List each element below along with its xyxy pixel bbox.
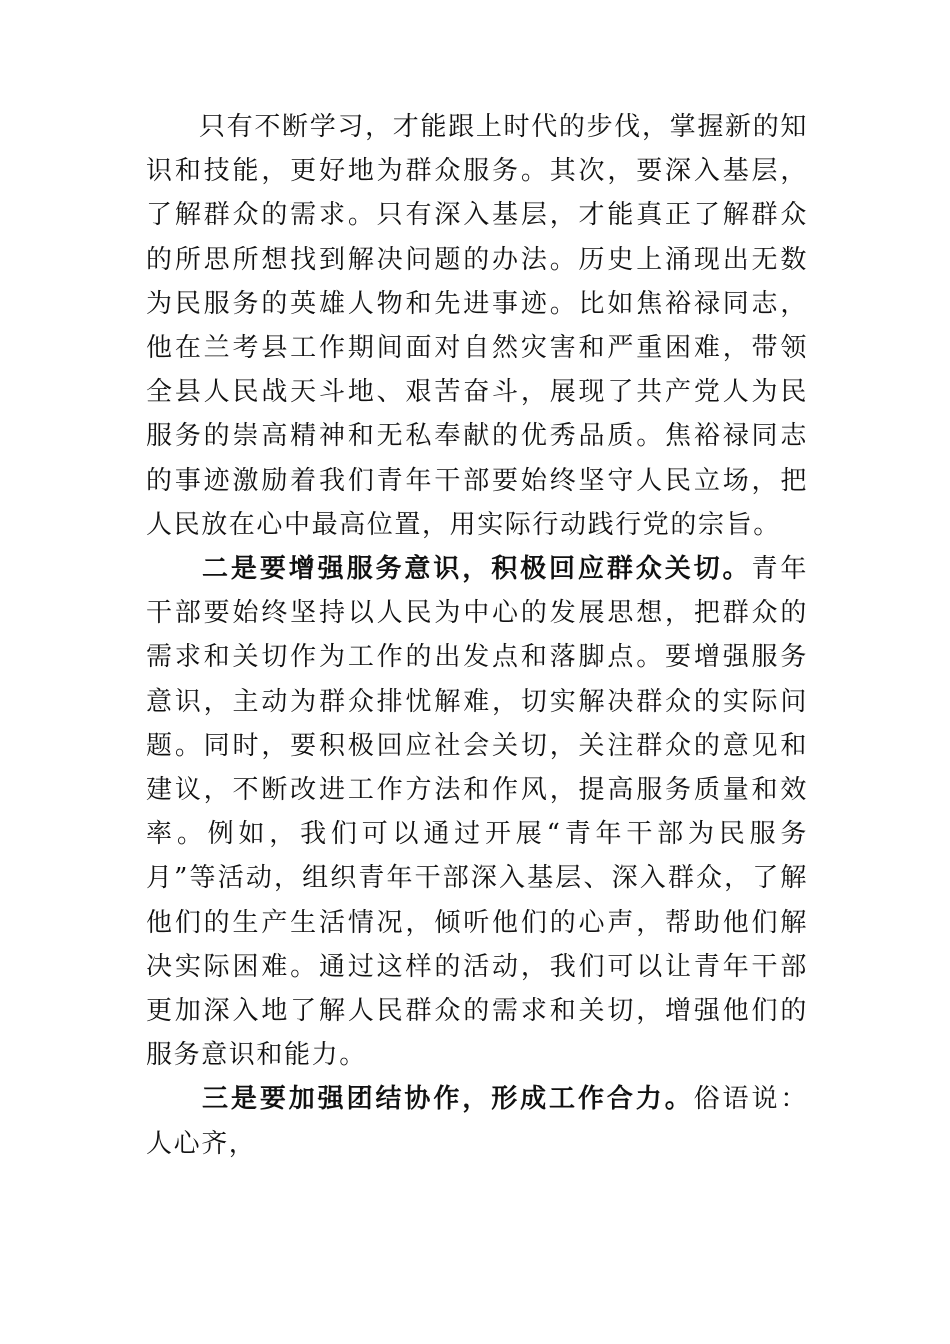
paragraph-3 xyxy=(146,1077,808,1165)
paragraph-2-lead: 二是要增强服务意识，积极回应群众关切。 xyxy=(202,554,752,585)
paragraph-2 xyxy=(146,547,808,1077)
paragraph-1-body: 只有不断学习，才能跟上时代的步伐，掌握新的知识和技能，更好地为群众服务。其次，要深入基层，了解群众的需求。只有深入基层，才能真正了解群众的所思所想找到解决问题的办法。历史上涌现出无数为民服务的英雄人物和先进事迹。比如焦裕禄同志，他在兰考县工作期间面对自然灾害和严重困难，带领全县人民战天斗地、艰苦奋斗，展现了共产党人为民服务的崇高精神和无私奉献的优秀品质。焦裕禄同志的事迹激励着我们青年干部要始终坚守人民立场，把人民放在心中最高位置，用实际行动践行党的宗旨。 xyxy=(146,112,808,540)
paragraph-1 xyxy=(146,105,808,547)
document-page xyxy=(146,105,808,1166)
paragraph-2-body: 青年干部要始终坚持以人民为中心的发展思想，把群众的需求和关切作为工作的出发点和落脚点。要增强服务意识，主动为群众排忧解难，切实解决群众的实际问题。同时，要积极回应社会关切，关注群众的意见和建议，不断改进工作方法和作风，提高服务质量和效率。例如，我们可以通过开展“青年干部为民服务月”等活动，组织青年干部深入基层、深入群众，了解他们的生产生活情况，倾听他们的心声，帮助他们解决实际困难。通过这样的活动，我们可以让青年干部更加深入地了解人民群众的需求和关切，增强他们的服务意识和能力。 xyxy=(146,554,809,1071)
paragraph-3-lead: 三是要加强团结协作，形成工作合力。 xyxy=(202,1084,694,1115)
paragraph-3-body: 俗语说：人心齐， xyxy=(146,1084,808,1159)
